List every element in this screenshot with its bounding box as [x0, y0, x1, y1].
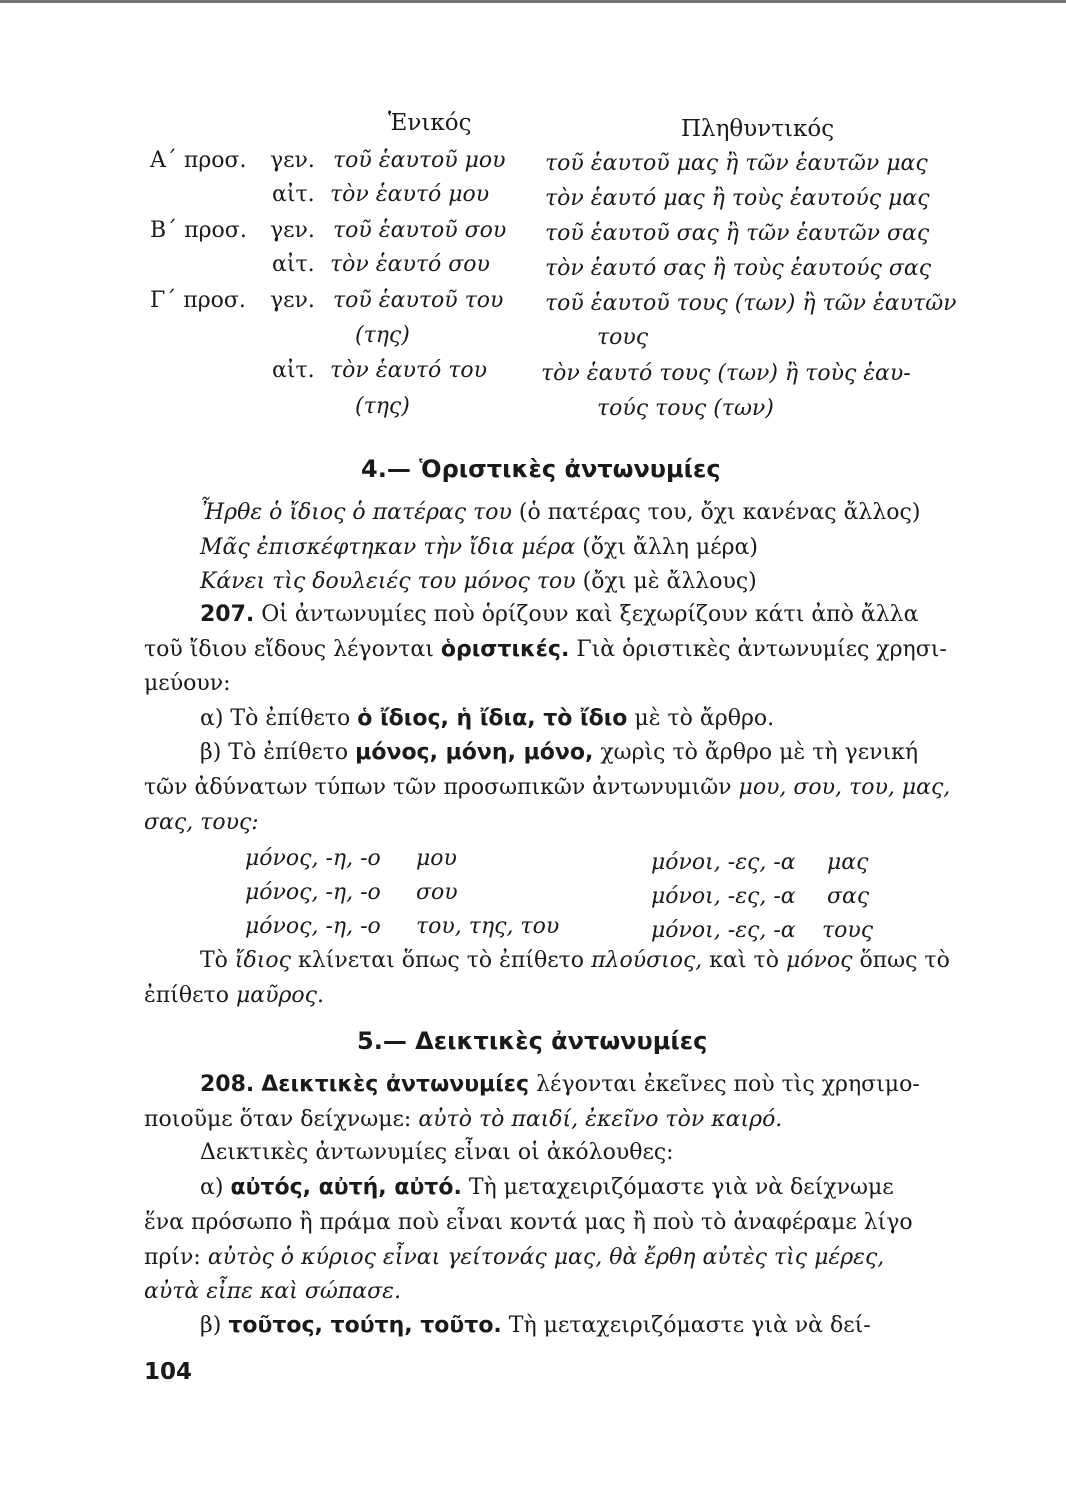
- item-alpha: [200, 708, 774, 730]
- header-singular: Ἑνικός: [388, 110, 472, 136]
- item-beta-line-1: [200, 742, 918, 764]
- form-left-pronoun: του, της, του: [416, 914, 560, 939]
- note-text: ἐπίθετο: [144, 983, 229, 1008]
- paragraph-text: τοῦ ἴδιου εἴδους λέγονται: [144, 637, 434, 662]
- item-text: Τὴ μεταχειριζόμαστε γιὰ νὰ δεί-: [508, 1313, 871, 1338]
- row-case: αἰτ.: [272, 252, 315, 277]
- row-case: γεν.: [270, 218, 315, 243]
- item-text: πρίν:: [144, 1245, 201, 1270]
- row-plural: τὸν ἑαυτό σας ἢ τοὺς ἑαυτούς σας: [545, 256, 932, 281]
- form-left: μόνος, -η, -ο: [245, 880, 381, 905]
- list-intro: Δεικτικὲς ἀντωνυμίες εἶναι οἱ ἀκόλουθες:: [200, 1140, 674, 1165]
- row-plural: τοῦ ἑαυτοῦ τους (των) ἢ τῶν ἑαυτῶν: [545, 291, 957, 316]
- item-italic: μου, σου, του, μας,: [738, 775, 951, 800]
- term-bold: αὐτός, αὐτή, αὐτό.: [230, 1175, 462, 1200]
- example-gloss: (ὁ πατέρας του, ὄχι κανένας ἄλλος): [518, 500, 921, 525]
- example-gloss: (ὄχι μὲ ἄλλους): [582, 569, 757, 594]
- item-text: μὲ τὸ ἄρθρο.: [634, 706, 775, 731]
- row-plural: τοῦ ἑαυτοῦ μας ἢ τῶν ἑαυτῶν μας: [545, 151, 928, 176]
- paragraph-text: Γιὰ ὁριστικὲς ἀντωνυμίες χρησι-: [576, 637, 947, 662]
- demonstrative-beta-line-1: [200, 1315, 871, 1337]
- note-text: κλίνεται ὅπως τὸ ἐπίθετο: [298, 948, 585, 973]
- example-line-1: [200, 502, 920, 524]
- row-singular-cont: (της): [355, 323, 410, 348]
- paragraph-text: ποιοῦμε ὅταν δείχνωμε:: [144, 1107, 412, 1132]
- demonstrative-alpha-line-1: [200, 1177, 894, 1199]
- note-italic: ἴδιος: [234, 948, 291, 973]
- row-singular: τοῦ ἑαυτοῦ του: [333, 288, 504, 313]
- header-plural: Πληθυντικός: [681, 116, 835, 142]
- declension-line-1: [200, 950, 950, 972]
- example-line-2: [200, 537, 758, 559]
- form-right: μόνοι, -ες, -α: [651, 918, 796, 943]
- term-bold: ὁριστικές.: [440, 637, 570, 662]
- item-beta-line-3: σας, τους:: [144, 810, 259, 835]
- example-italic: Ἦρθε ὁ ἴδιος ὁ πατέρας του: [200, 500, 512, 525]
- note-text: Τὸ: [200, 948, 228, 973]
- row-singular-cont: (της): [355, 394, 410, 419]
- form-right: μόνοι, -ες, -α: [651, 850, 796, 875]
- row-case: γεν.: [270, 288, 315, 313]
- row-person-2: Β΄ προσ.: [150, 218, 247, 243]
- row-singular: τὸν ἑαυτό σου: [330, 252, 490, 277]
- paragraph-text: λέγονται ἐκεῖνες ποὺ τὶς χρησιμο-: [536, 1072, 920, 1097]
- row-case: αἰτ.: [272, 358, 315, 383]
- row-plural-cont: τούς τους (των): [597, 396, 774, 421]
- paragraph-text: Οἱ ἀντωνυμίες ποὺ ὁρίζουν καὶ ξεχωρίζουν κάτι ἀπὸ ἄλλα: [261, 602, 919, 627]
- form-left-pronoun: σου: [416, 880, 458, 905]
- row-case: αἰτ.: [272, 182, 315, 207]
- form-left: μόνος, -η, -ο: [245, 846, 381, 871]
- row-plural: τὸν ἑαυτό τους (των) ἢ τοὺς ἑαυ-: [541, 361, 911, 386]
- note-italic: μαῦρος: [235, 983, 317, 1008]
- item-text: Τὴ μεταχειριζόμαστε γιὰ νὰ δείχνωμε: [468, 1175, 894, 1200]
- row-singular: τὸν ἑαυτό του: [330, 358, 488, 383]
- row-plural: τοῦ ἑαυτοῦ σας ἢ τῶν ἑαυτῶν σας: [545, 221, 930, 246]
- row-singular: τοῦ ἑαυτοῦ σου: [333, 218, 507, 243]
- form-left-pronoun: μου: [416, 846, 457, 871]
- note-text: ὅπως τὸ: [859, 948, 950, 973]
- row-singular: τοῦ ἑαυτοῦ μου: [333, 148, 506, 173]
- item-italic: αὐτὸς ὁ κύριος εἶναι γείτονάς μας, θὰ ἔρθη αὐτὲς τὶς μέρες,: [207, 1245, 885, 1270]
- demonstrative-alpha-line-2: ἕνα πρόσωπο ἢ πράμα ποὺ εἶναι κοντά μας ἢ ποὺ τὸ ἀναφέραμε λίγο: [144, 1210, 913, 1235]
- item-text: α) Τὸ ἐπίθετο: [200, 706, 351, 731]
- form-right: μόνοι, -ες, -α: [651, 884, 796, 909]
- paragraph-number: 208.: [200, 1072, 255, 1097]
- note-italic: μόνος: [785, 948, 853, 973]
- example-gloss: (ὄχι ἄλλη μέρα): [582, 535, 758, 560]
- section-4-heading: 4.— Ὁριστικὲς ἀντωνυμίες: [361, 455, 721, 483]
- item-text: τῶν ἀδύνατων τύπων τῶν προσωπικῶν ἀντωνυμιῶν: [144, 775, 732, 800]
- row-case: γεν.: [270, 148, 315, 173]
- paragraph-207-line-1: [200, 604, 918, 626]
- item-beta-line-2: [144, 777, 950, 799]
- form-left: μόνος, -η, -ο: [245, 914, 381, 939]
- item-text: χωρὶς τὸ ἄρθρο μὲ τὴ γενική: [600, 740, 919, 765]
- term-bold: ὁ ἴδιος, ἡ ἴδια, τὸ ἴδιο: [357, 706, 628, 731]
- term-bold: τοῦτος, τούτη, τοῦτο.: [228, 1313, 502, 1338]
- paragraph-207-line-2: [144, 639, 947, 661]
- declension-line-2: [144, 985, 324, 1007]
- example-italic: Μᾶς ἐπισκέφτηκαν τὴν ἴδια μέρα: [200, 535, 576, 560]
- form-right-pronoun: σας: [827, 884, 870, 909]
- paragraph-number: 207.: [200, 602, 255, 627]
- row-singular: τὸν ἑαυτό μου: [330, 182, 490, 207]
- paragraph-207-line-3: μεύουν:: [144, 671, 231, 696]
- term-bold: μόνος, μόνη, μόνο,: [355, 740, 594, 765]
- note-italic: πλούσιος,: [591, 948, 703, 973]
- form-right-pronoun: τους: [822, 918, 874, 943]
- demonstrative-alpha-line-4: αὐτὰ εἶπε καὶ σώπασε.: [144, 1279, 401, 1304]
- item-text: β) Τὸ ἐπίθετο: [200, 740, 349, 765]
- scan-edge-line: [0, 0, 1066, 3]
- item-label: β): [200, 1313, 222, 1338]
- paragraph-italic: αὐτὸ τὸ παιδί, ἐκεῖνο τὸν καιρό.: [418, 1107, 783, 1132]
- demonstrative-alpha-line-3: [144, 1247, 884, 1269]
- example-line-3: [200, 571, 757, 593]
- term-bold: Δεικτικὲς ἀντωνυμίες: [261, 1072, 530, 1097]
- item-label: α): [200, 1175, 224, 1200]
- form-right-pronoun: μας: [827, 850, 869, 875]
- section-5-heading: 5.— Δεικτικὲς ἀντωνυμίες: [357, 1027, 708, 1055]
- page-number: 104: [144, 1359, 193, 1385]
- row-person-3: Γ΄ προσ.: [150, 288, 246, 313]
- note-text: καὶ τὸ: [709, 948, 779, 973]
- example-italic: Κάνει τὶς δουλειές του μόνος του: [200, 569, 576, 594]
- row-plural: τὸν ἑαυτό μας ἢ τοὺς ἑαυτούς μας: [545, 186, 930, 211]
- row-plural-cont: τους: [597, 325, 649, 350]
- note-text: .: [316, 983, 324, 1008]
- paragraph-208-line-2: [144, 1109, 782, 1131]
- paragraph-208-line-1: [200, 1074, 920, 1096]
- row-person-1: Α΄ προσ.: [150, 148, 247, 173]
